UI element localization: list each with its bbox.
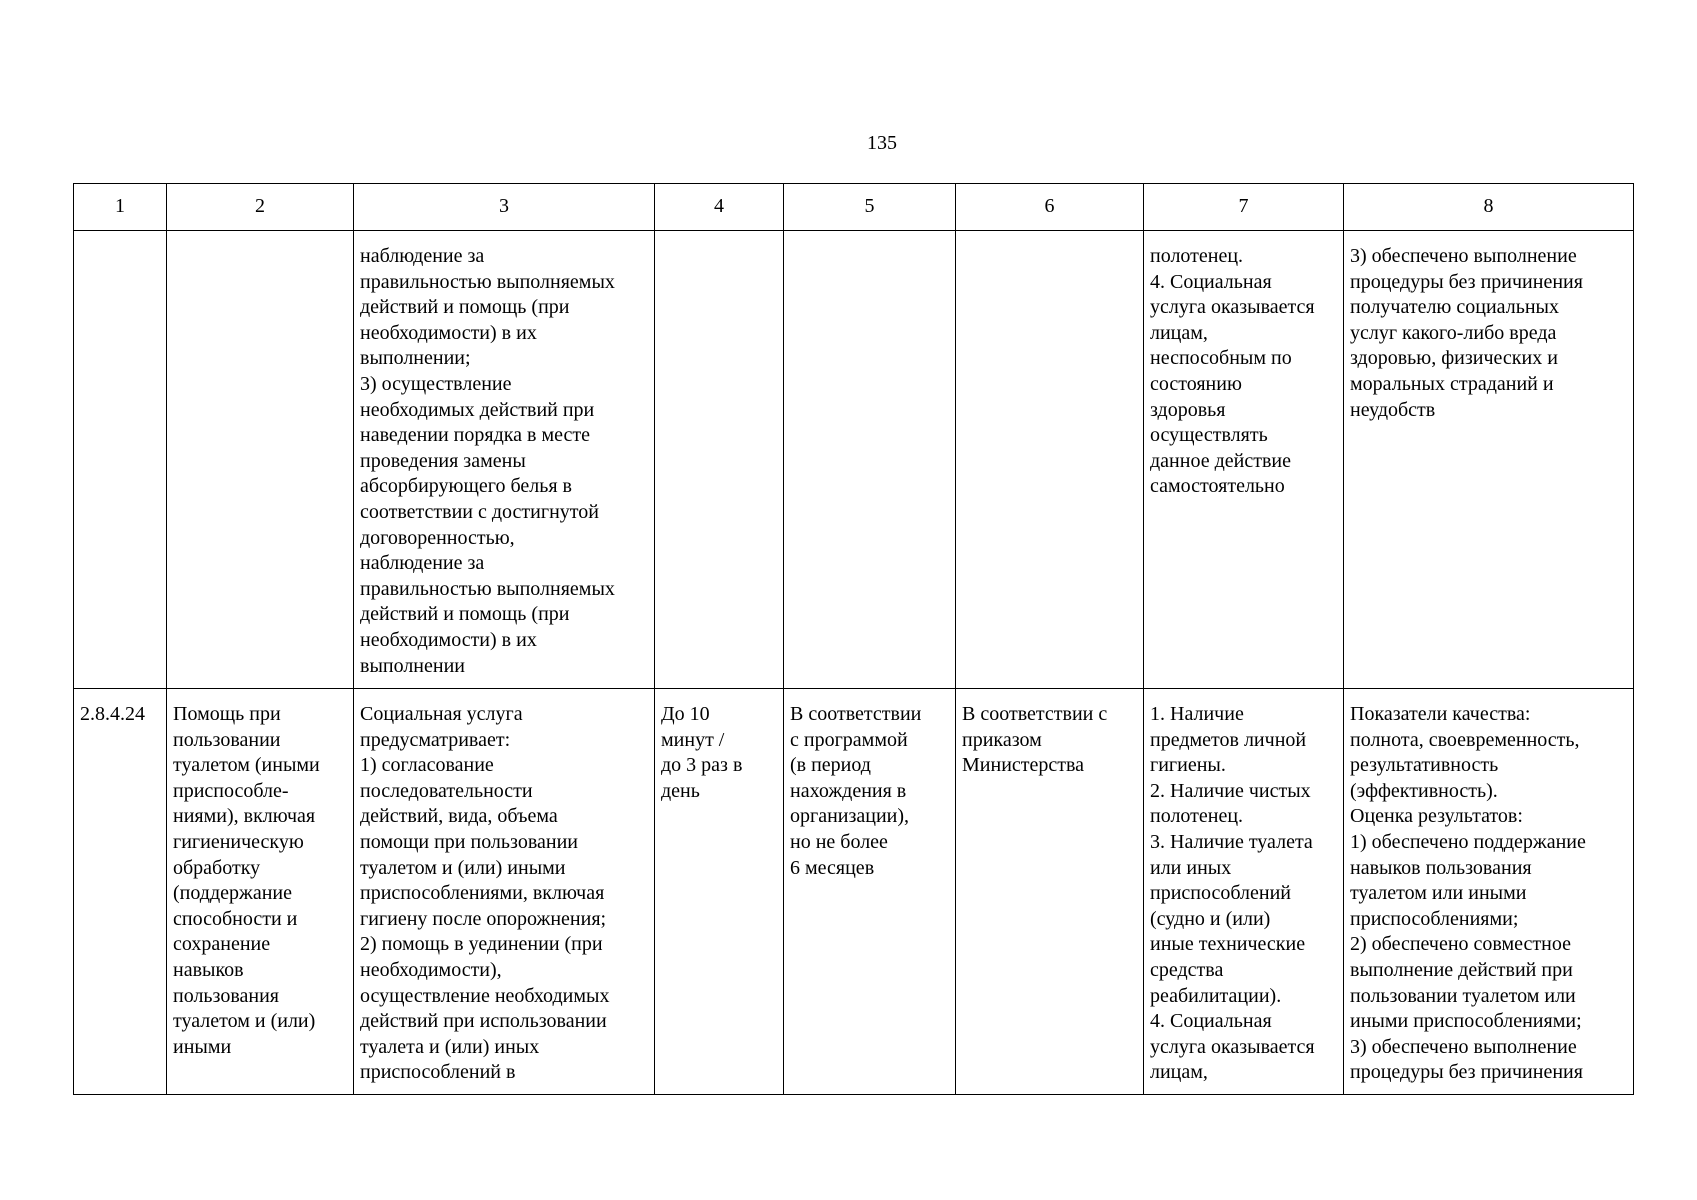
cell-duration [655,231,784,689]
cell-text: наблюдение за правильностью выполняемых действий и помощь (при необходимости) в их выполнении; 3) осуществление необходимых действий при наведении порядка в месте проведения замены абсорбирующего белья в соответствии с достигнутой договоренностью, наблюдение за правильностью выполняемых действий и помощь (при необходимости) в их выполнении [360,245,615,677]
cell-duration [655,689,784,1095]
cell-text: В соответствии с приказом Министерства [962,703,1108,777]
cell-number [74,689,167,1095]
cell-quality [1344,689,1634,1095]
cell-text: Социальная услуга предусматривает: 1) согласование последовательности действий, вида, объема помощи при пользовании туалетом и (или) иными приспособлениями, включая гигиену после опорожнения; 2) помощь в уединении (при необходимости), осуществление необходимых действий при использовании туалета и (или) иных приспособлений в [360,703,610,1084]
page-number: 135 [867,132,897,154]
cell-text: До 10 минут / до 3 раз в день [661,703,743,802]
column-header-5: 5 [784,184,956,231]
cell-service-name [167,689,354,1095]
cell-conditions [1144,689,1344,1095]
cell-service-name [167,231,354,689]
cell-text: 1. Наличие предметов личной гигиены. 2. Наличие чистых полотенец. 3. Наличие туалета или иных приспособлений (судно и (или) иные технические средства реабилитации). 4. Социальная услуга оказывается лицам, [1150,703,1315,1084]
cell-text: 3) обеспечено выполнение процедуры без причинения получателю социальных услуг какого-либо вреда здоровью, физических и моральных страданий и неудобств [1350,245,1583,421]
cell-conditions [1144,231,1344,689]
column-header-7: 7 [1144,184,1344,231]
column-header-6: 6 [956,184,1144,231]
table-row [74,231,1634,689]
cell-quality [1344,231,1634,689]
column-header-3: 3 [354,184,655,231]
table-row [74,689,1634,1095]
cell-number [74,231,167,689]
column-header-4: 4 [655,184,784,231]
cell-text: Помощь при пользовании туалетом (иными приспособле- ниями), включая гигиеническую обработку (поддержание способности и сохранение навыков пользования туалетом и (или) иными [173,703,320,1058]
column-header-1: 1 [74,184,167,231]
cell-term [784,689,956,1095]
cell-description [354,231,655,689]
cell-text: полотенец. 4. Социальная услуга оказывается лицам, неспособным по состоянию здоровья осуществлять данное действие самостоятельно [1150,245,1315,498]
cell-text: 2.8.4.24 [80,703,145,725]
column-header-8: 8 [1344,184,1634,231]
cell-tariff [956,689,1144,1095]
cell-text: В соответствии с программой (в период нахождения в организации), но не более 6 месяцев [790,703,922,879]
column-header-2: 2 [167,184,354,231]
cell-description [354,689,655,1095]
header-row [74,184,1634,231]
cell-term [784,231,956,689]
cell-text: Показатели качества: полнота, своевременность, результативность (эффективность). Оценка результатов: 1) обеспечено поддержание навыков пользования туалетом или иными приспособлениями; 2) обеспечено совместное выполнение действий при пользовании туалетом или иными приспособлениями; 3) обеспечено выполнение процедуры без причинения [1350,703,1586,1084]
services-table [73,183,1634,1095]
cell-tariff [956,231,1144,689]
